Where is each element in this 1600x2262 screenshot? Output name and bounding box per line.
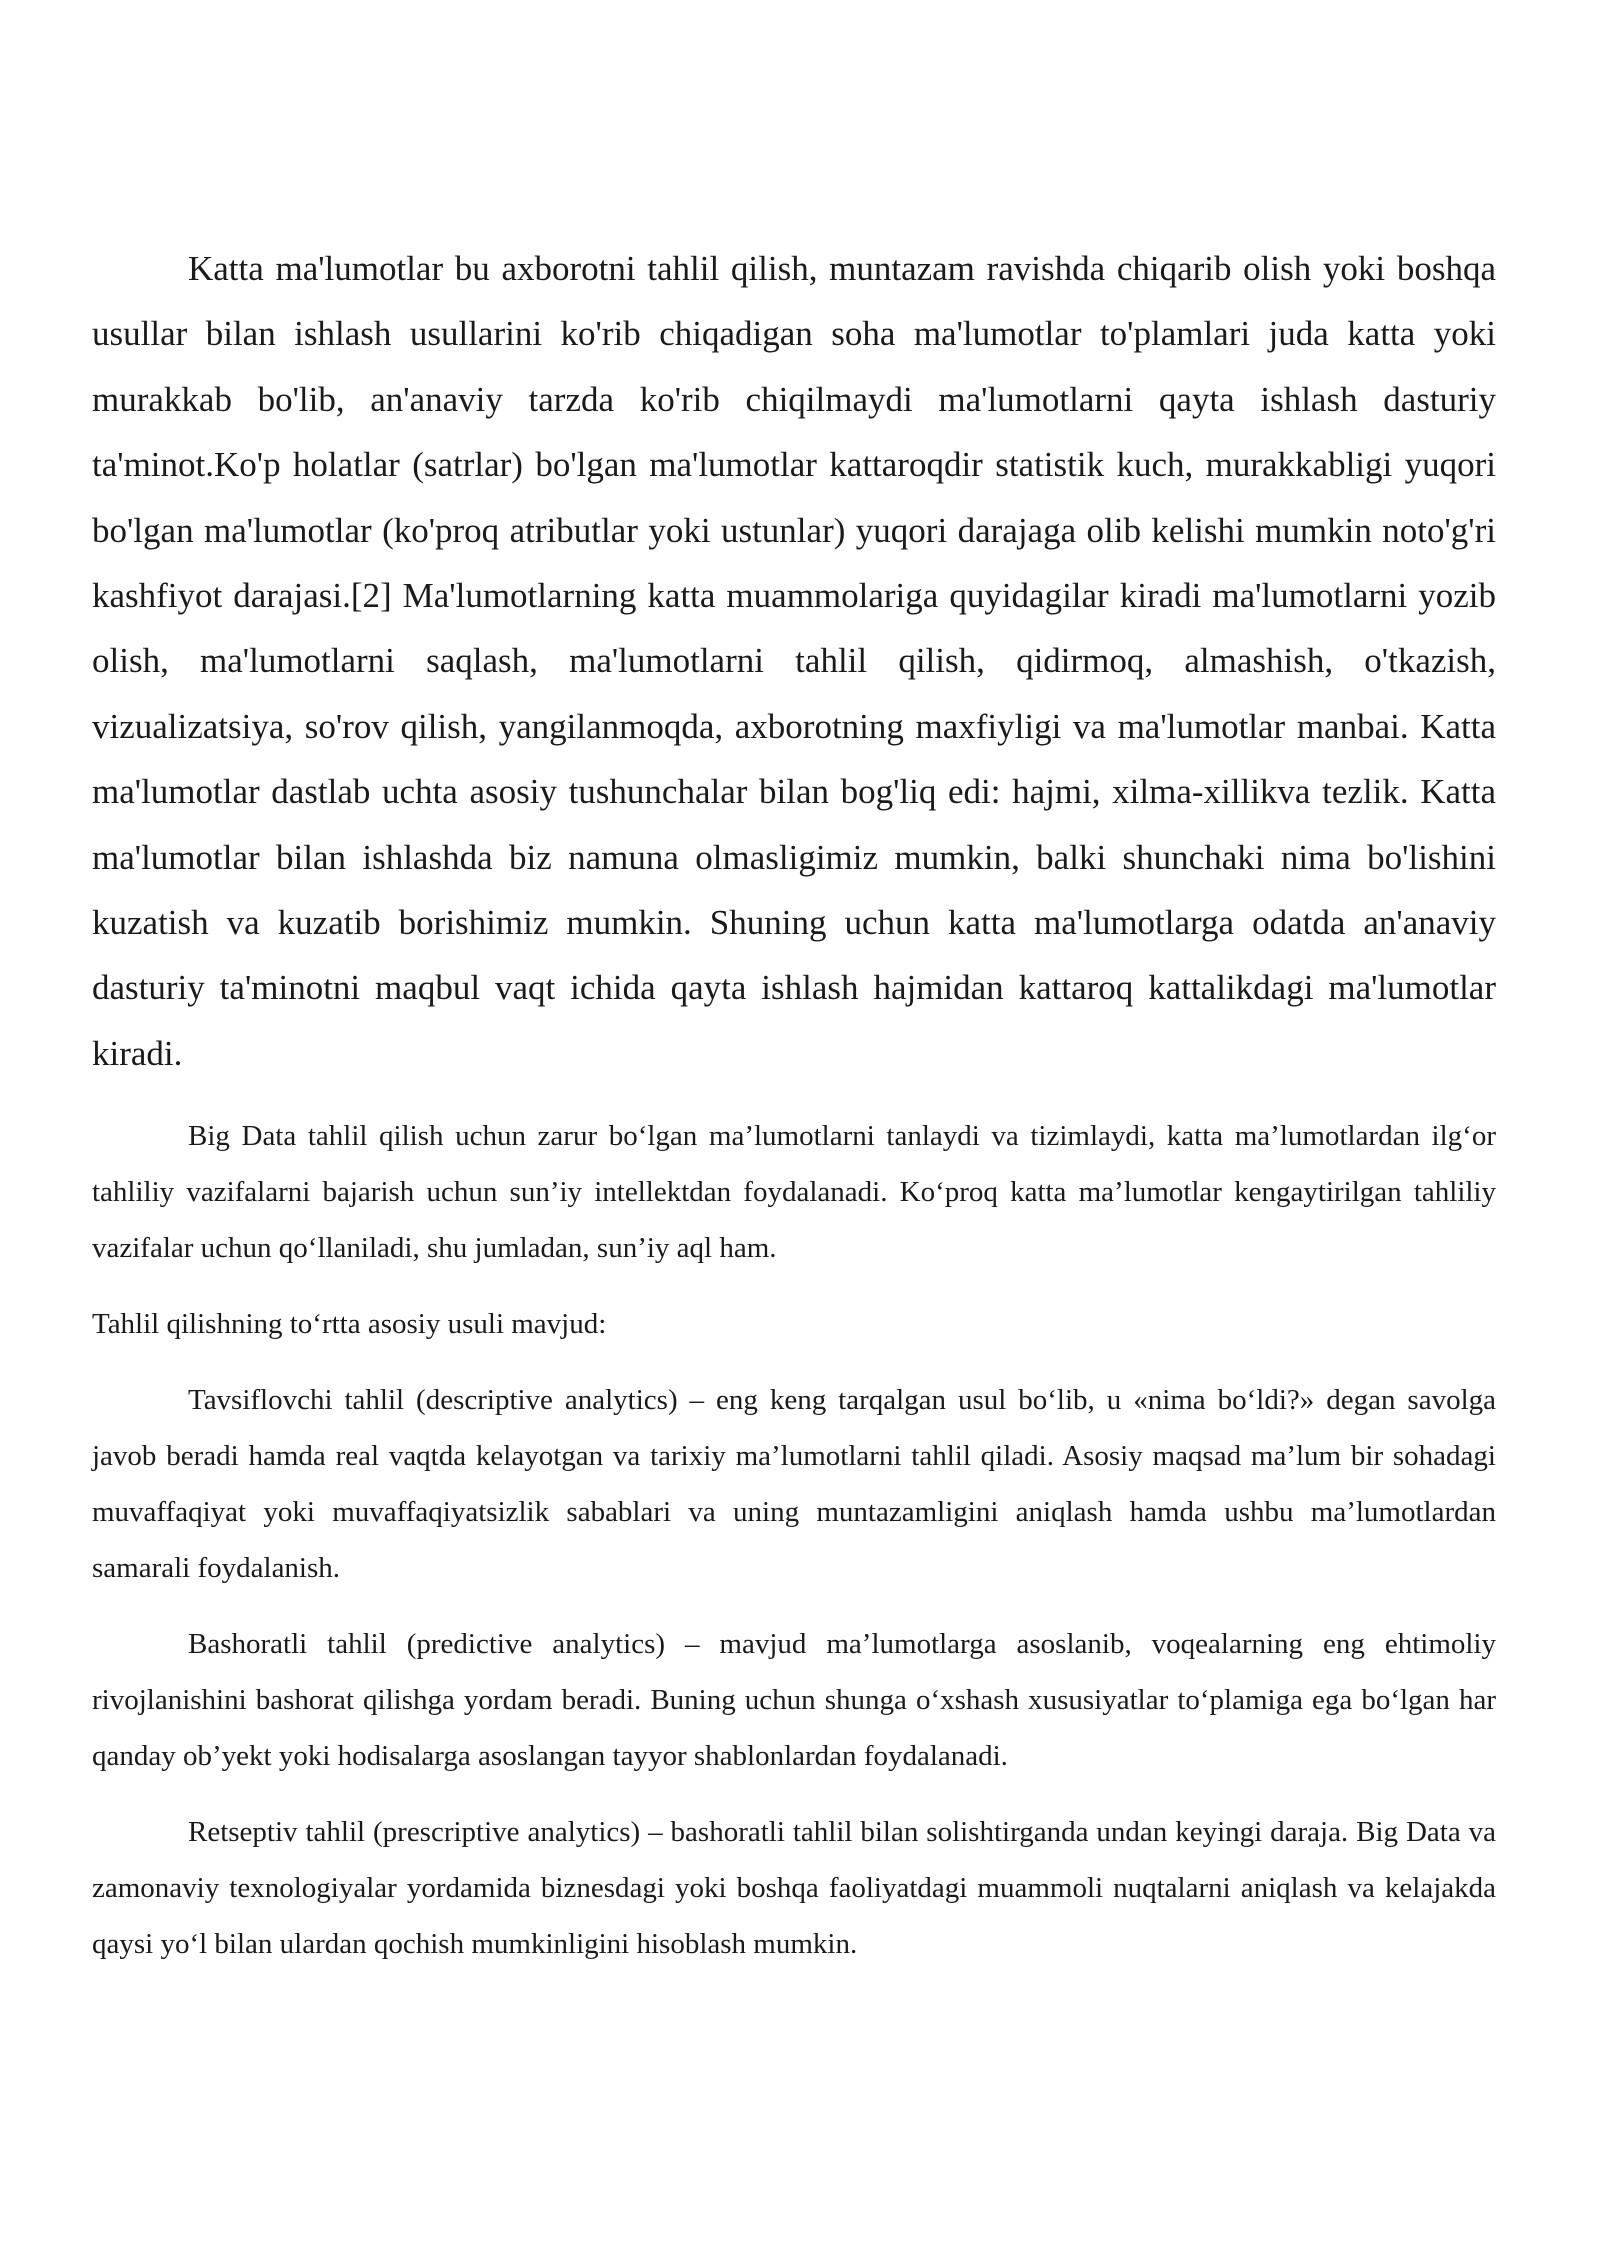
- paragraph-predictive-analytics: Bashoratli tahlil (predictive analytics) – mavjud ma’lumotlarga asoslanib, voqealarning eng ehtimoliy rivojlanishini bashorat qilishga yordam beradi. Buning uchun shunga o‘xshash xususiyatlar to‘plamiga ega bo‘lgan har qanday ob’yekt yoki hodisalarga asoslangan tayyor shablonlardan foydalanadi.: [92, 1628, 1496, 1773]
- paragraph-intro: Katta ma'lumotlar bu axborotni tahlil qilish, muntazam ravishda chiqarib olish yoki boshqa usullar bilan ishlash usullarini ko'rib chiqadigan soha ma'lumotlar to'plamlari juda katta yoki murakkab bo'lib, an'anaviy tarzda ko'rib chiqilmaydi ma'lumotlarni qayta ishlash dasturiy ta'minot.Ko'p holatlar (satrlar) bo'lgan ma'lumotlar kattaroqdir statistik kuch, murakkabligi yuqori bo'lgan ma'lumotlar (ko'proq atributlar yoki ustunlar) yuqori darajaga olib kelishi mumkin noto'g'ri kashfiyot darajasi.[2] Ma'lumotlarning katta muammolariga quyidagilar kiradi ma'lumotlarni yozib olish, ma'lumotlarni saqlash, ma'lumotlarni tahlil qilish, qidirmoq, almashish, o'tkazish, vizualizatsiya, so'rov qilish, yangilanmoqda, axborotning maxfiyligi va ma'lumotlar manbai. Katta ma'lumotlar dastlab uchta asosiy tushunchalar bilan bog'liq edi: hajmi, xilma-xillikva tezlik. Katta ma'lumotlar bilan ishlashda biz namuna olmasligimiz mumkin, balki shunchaki nima bo'lishini kuzatish va kuzatib borishimiz mumkin. Shuning uchun katta ma'lumotlarga odatda an'anaviy dasturiy ta'minotni maqbul vaqt ichida qayta ishlash hajmidan kattaroq kattalikdagi ma'lumotlar kiradi.: [92, 249, 1496, 1073]
- paragraph-big-data: Big Data tahlil qilish uchun zarur bo‘lgan ma’lumotlarni tanlaydi va tizimlaydi, katta ma’lumotlardan ilg‘or tahliliy vazifalarni bajarish uchun sun’iy intellektdan foydalanadi. Ko‘proq katta ma’lumotlar kengaytirilgan tahliliy vazifalar uchun qo‘llaniladi, shu jumladan, sun’iy aql ham.: [92, 1120, 1496, 1265]
- paragraph-descriptive-analytics: Tavsiflovchi tahlil (descriptive analytics) – eng keng tarqalgan usul bo‘lib, u «nima bo‘ldi?» degan savolga javob beradi hamda real vaqtda kelayotgan va tarixiy ma’lumotlarni tahlil qiladi. Asosiy maqsad ma’lum bir sohadagi muvaffaqiyat yoki muvaffaqiyatsizlik sabablari va uning muntazamligini aniqlash hamda ushbu ma’lumotlardan samarali foydalanish.: [92, 1384, 1496, 1585]
- paragraph-methods-heading: Tahlil qilishning to‘rtta asosiy usuli mavjud:: [92, 1308, 607, 1341]
- document-body: [92, 236, 1496, 1972]
- paragraph-prescriptive-analytics: Retseptiv tahlil (prescriptive analytics) – bashoratli tahlil bilan solishtirganda undan keyingi daraja. Big Data va zamonaviy texnologiyalar yordamida biznesdagi yoki boshqa faoliyatdagi muammoli nuqtalarni aniqlash va kelajakda qaysi yo‘l bilan ulardan qochish mumkinligini hisoblash mumkin.: [92, 1816, 1496, 1961]
